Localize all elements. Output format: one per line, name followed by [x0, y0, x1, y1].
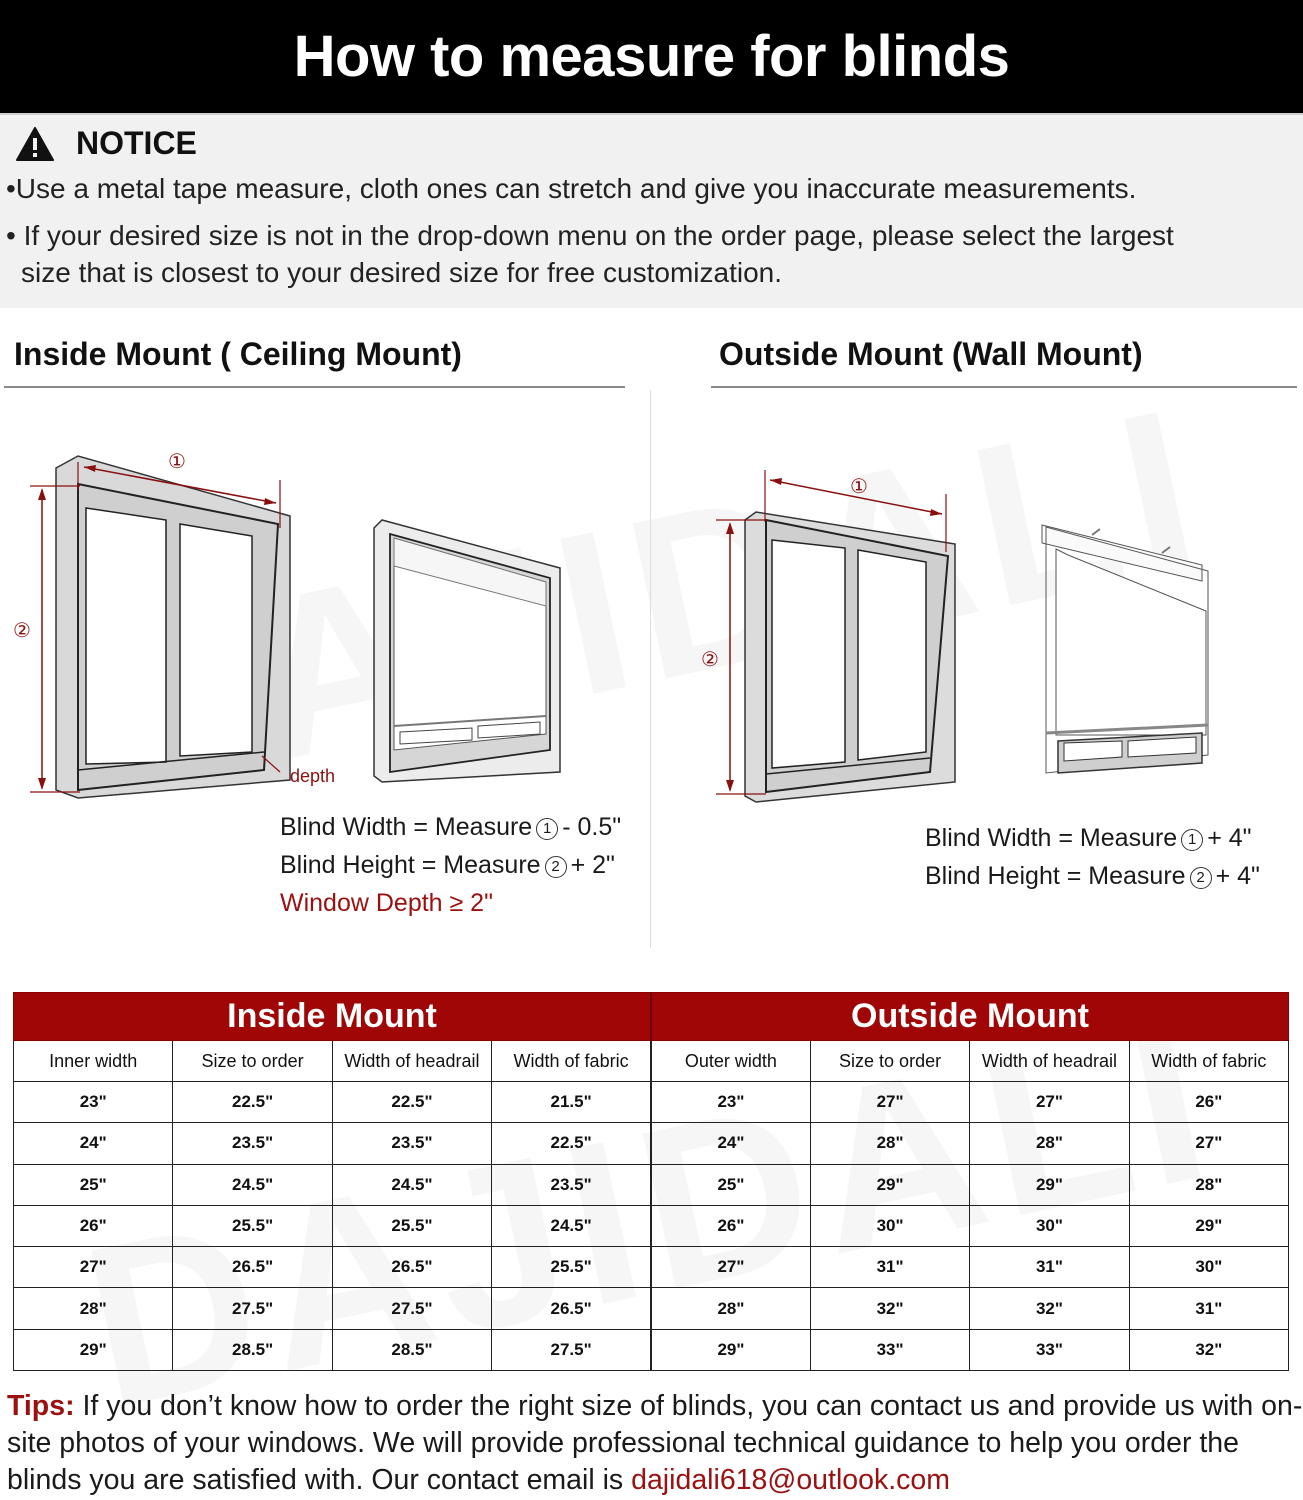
- tips-paragraph: [7, 1388, 1303, 1499]
- table-cell: 26.5": [173, 1247, 332, 1288]
- table-cell: 28": [970, 1123, 1129, 1164]
- page-title: How to measure for blinds: [293, 24, 1010, 89]
- notice-heading: [16, 125, 197, 162]
- inside-width-formula: Blind Width = Measure 1 - 0.5": [280, 813, 622, 841]
- table-cell: 26": [1129, 1082, 1288, 1123]
- column-header: Size to order: [173, 1041, 332, 1082]
- table-cell: 32": [970, 1288, 1129, 1329]
- inside-mount-window-diagram: [0, 430, 360, 810]
- table-cell: 30": [1129, 1247, 1288, 1288]
- table-cell: 30": [970, 1205, 1129, 1246]
- table-group-header-row: [14, 993, 1289, 1041]
- table-cell: 25.5": [173, 1205, 332, 1246]
- notice-bullet-1: •Use a metal tape measure, cloth ones can stretch and give you inaccurate measurements.: [6, 173, 1137, 204]
- outside-marker-2: ②: [701, 647, 719, 671]
- table-cell: 22.5": [173, 1082, 332, 1123]
- table-cell: 24.5": [492, 1205, 651, 1246]
- table-cell: 23.5": [173, 1123, 332, 1164]
- size-table: [13, 992, 1289, 1371]
- table-cell: 25": [651, 1164, 810, 1205]
- outside-mount-window-diagram: [700, 460, 970, 810]
- table-cell: 31": [1129, 1288, 1288, 1329]
- table-cell: 29": [810, 1164, 969, 1205]
- table-row: [14, 1247, 1289, 1288]
- table-cell: 29": [14, 1329, 173, 1370]
- table-cell: 26.5": [492, 1288, 651, 1329]
- table-cell: 23": [14, 1082, 173, 1123]
- column-header: Width of headrail: [970, 1041, 1129, 1082]
- table-cell: 23.5": [332, 1123, 491, 1164]
- column-header: Width of headrail: [332, 1041, 491, 1082]
- table-cell: 28": [1129, 1164, 1288, 1205]
- table-cell: 27.5": [173, 1288, 332, 1329]
- section-divider: [650, 390, 651, 948]
- table-cell: 25": [14, 1164, 173, 1205]
- inside-mount-rule: [4, 386, 625, 388]
- outside-marker-1: ①: [850, 474, 868, 498]
- table-cell: 29": [970, 1164, 1129, 1205]
- column-header: Size to order: [810, 1041, 969, 1082]
- table-cell: 25.5": [332, 1205, 491, 1246]
- notice-bullet-2: [6, 217, 1174, 291]
- column-header: Width of fabric: [492, 1041, 651, 1082]
- outside-width-formula: Blind Width = Measure 1 + 4": [925, 824, 1252, 852]
- table-row: [14, 1288, 1289, 1329]
- table-cell: 28": [651, 1288, 810, 1329]
- table-cell: 27": [970, 1082, 1129, 1123]
- circled-2-icon: 2: [1190, 867, 1212, 889]
- table-cell: 26": [14, 1205, 173, 1246]
- outside-height-formula: Blind Height = Measure 2 + 4": [925, 862, 1260, 890]
- window-depth-requirement: Window Depth ≥ 2": [280, 889, 493, 917]
- table-cell: 24.5": [332, 1164, 491, 1205]
- table-cell: 31": [970, 1247, 1129, 1288]
- table-cell: 22.5": [332, 1082, 491, 1123]
- table-cell: 23": [651, 1082, 810, 1123]
- table-cell: 28.5": [173, 1329, 332, 1370]
- page-header: [0, 0, 1303, 113]
- table-cell: 25.5": [492, 1247, 651, 1288]
- table-row: [14, 1205, 1289, 1246]
- table-cell: 26.5": [332, 1247, 491, 1288]
- circled-1-icon: 1: [1181, 829, 1203, 851]
- circled-2-icon: 2: [545, 856, 567, 878]
- inside-mount-title: Inside Mount ( Ceiling Mount): [14, 336, 462, 372]
- circled-1-icon: 1: [536, 818, 558, 840]
- depth-label: depth: [290, 766, 336, 786]
- table-cell: 32": [810, 1288, 969, 1329]
- table-cell: 24": [14, 1123, 173, 1164]
- inside-mount-group-header: Inside Mount: [14, 993, 652, 1041]
- table-cell: 26": [651, 1205, 810, 1246]
- outside-mount-formulas: [925, 819, 1260, 895]
- table-cell: 32": [1129, 1329, 1288, 1370]
- table-row: [14, 1329, 1289, 1370]
- inside-mount-blind-diagram: [360, 510, 570, 790]
- notice-bullet-2-line-2: size that is closest to your desired size for free customization.: [21, 257, 782, 288]
- table-cell: 29": [1129, 1205, 1288, 1246]
- inside-mount-formulas: [280, 808, 621, 922]
- table-row: [14, 1082, 1289, 1123]
- table-cell: 27.5": [332, 1288, 491, 1329]
- outside-mount-rule: [711, 386, 1297, 388]
- table-cell: 28.5": [332, 1329, 491, 1370]
- tips-text: If you don’t know how to order the right size of blinds, you can contact us and provide us with on-site photos of your windows. We will provide professional technical guidance to help you order the blinds you are satisfied with. Our contact email is: [7, 1390, 1303, 1496]
- table-cell: 27.5": [492, 1329, 651, 1370]
- table-column-header-row: [14, 1041, 1289, 1082]
- table-body: [14, 1082, 1289, 1371]
- inside-height-formula: Blind Height = Measure 2 + 2": [280, 851, 615, 879]
- table-row: [14, 1123, 1289, 1164]
- notice-bullet-2-line-1: • If your desired size is not in the drop-down menu on the order page, please select the largest: [6, 220, 1174, 251]
- table-cell: 23.5": [492, 1164, 651, 1205]
- table-cell: 33": [810, 1329, 969, 1370]
- outside-mount-title: Outside Mount (Wall Mount): [719, 336, 1143, 372]
- table-cell: 27": [1129, 1123, 1288, 1164]
- notice-panel: [0, 113, 1303, 308]
- table-cell: 22.5": [492, 1123, 651, 1164]
- table-cell: 28": [810, 1123, 969, 1164]
- table-cell: 27": [810, 1082, 969, 1123]
- table-cell: 33": [970, 1329, 1129, 1370]
- table-row: [14, 1164, 1289, 1205]
- warning-triangle-icon: [16, 127, 54, 161]
- table-cell: 24": [651, 1123, 810, 1164]
- tips-label: Tips:: [7, 1390, 75, 1422]
- table-cell: 27": [14, 1247, 173, 1288]
- inside-marker-1: ①: [168, 449, 186, 473]
- table-cell: 29": [651, 1329, 810, 1370]
- table-cell: 31": [810, 1247, 969, 1288]
- inside-marker-2: ②: [13, 618, 31, 642]
- column-header: Width of fabric: [1129, 1041, 1288, 1082]
- table-cell: 21.5": [492, 1082, 651, 1123]
- column-header: Outer width: [651, 1041, 810, 1082]
- table-cell: 30": [810, 1205, 969, 1246]
- notice-title: NOTICE: [76, 125, 197, 161]
- table-cell: 28": [14, 1288, 173, 1329]
- outside-mount-blind-diagram: [1030, 515, 1220, 785]
- table-cell: 24.5": [173, 1164, 332, 1205]
- column-header: Inner width: [14, 1041, 173, 1082]
- outside-mount-group-header: Outside Mount: [651, 993, 1289, 1041]
- contact-email-link[interactable]: dajidali618@outlook.com: [631, 1464, 950, 1496]
- table-cell: 27": [651, 1247, 810, 1288]
